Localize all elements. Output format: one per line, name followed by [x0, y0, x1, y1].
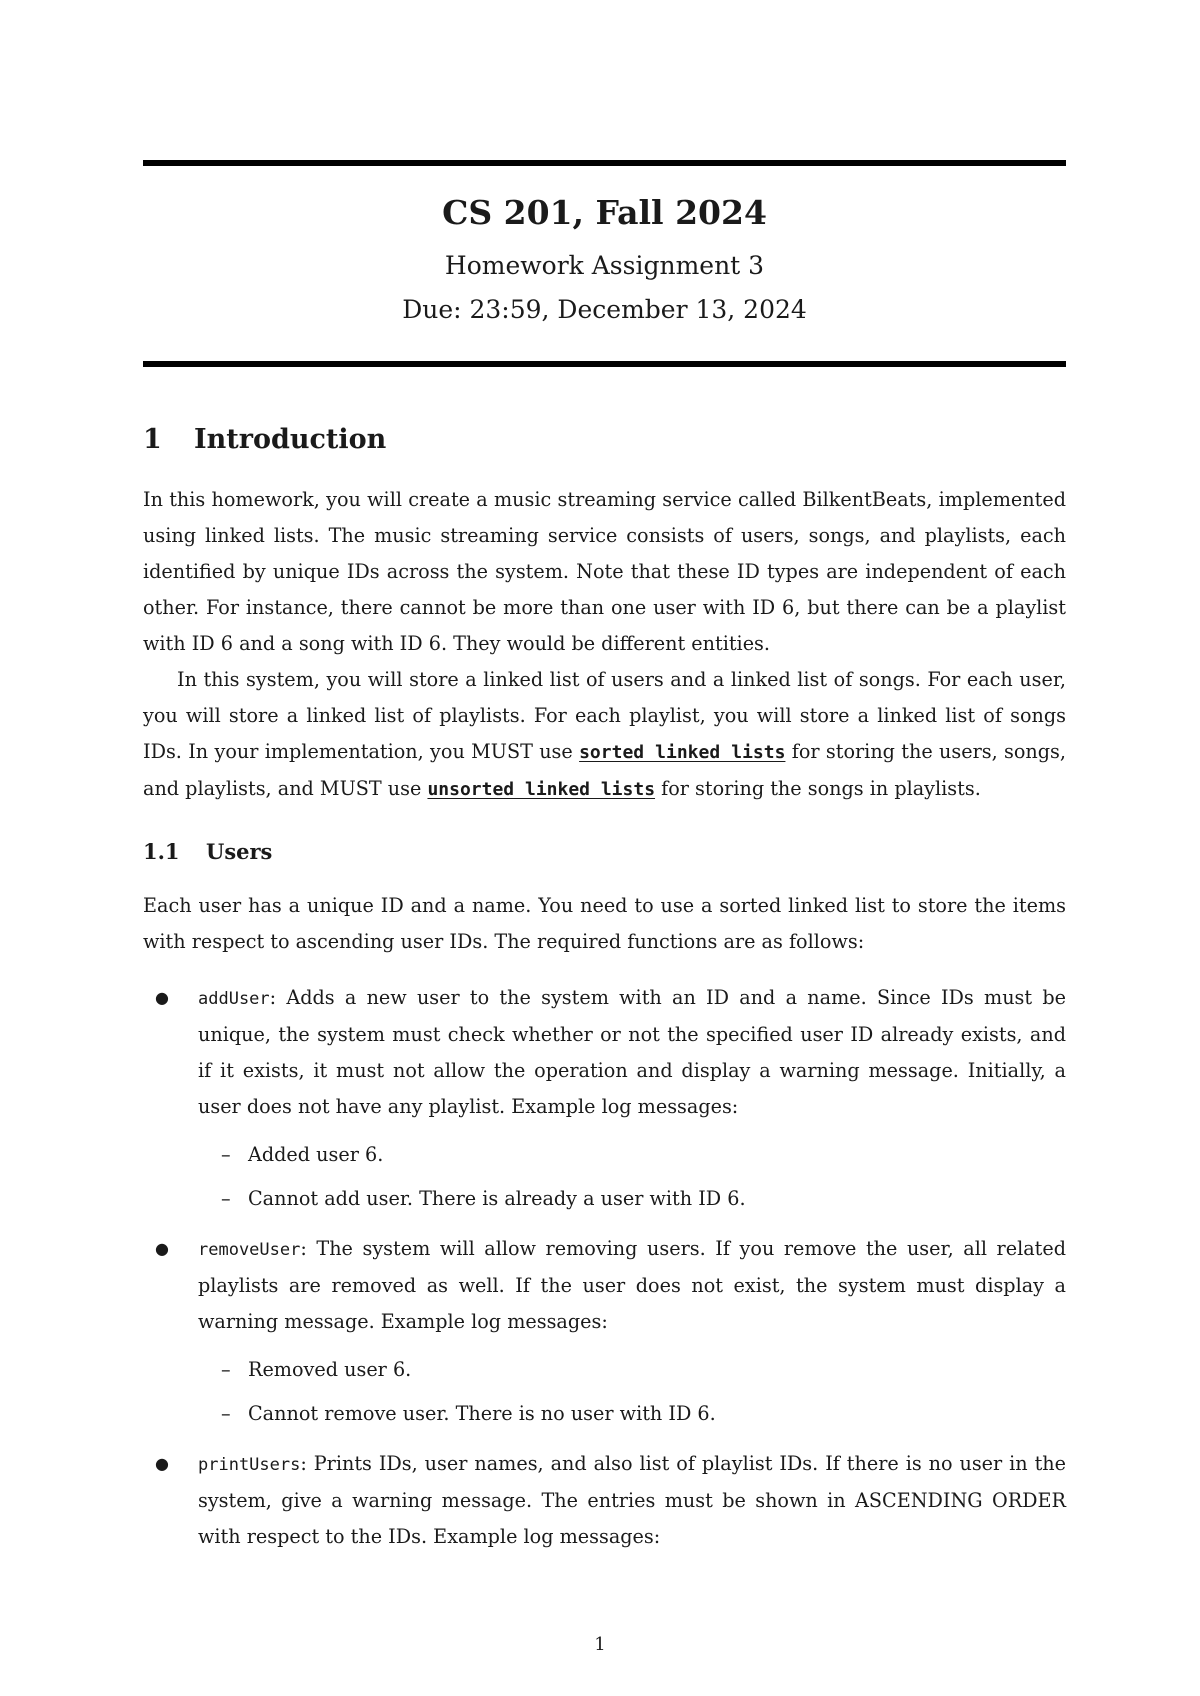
due-date: Due: 23:59, December 13, 2024 — [402, 295, 807, 324]
bullet-icon: ● — [155, 1239, 169, 1258]
function-name: removeUser — [198, 1240, 301, 1260]
section-heading-introduction — [143, 420, 386, 460]
example-list — [198, 1348, 1066, 1436]
subsection-heading-users — [143, 834, 272, 870]
function-description: : The system will allow removing users. If you remove the user, all related playlists are removed as well. If the user does not exist, the system must display a warning message. Example log messages: — [198, 1237, 1066, 1333]
intro-p2-part-b: for storing the users, songs, and playlists, and MUST use — [143, 740, 1066, 800]
intro-paragraph-2 — [143, 662, 1066, 808]
dash-icon: – — [221, 1143, 231, 1166]
example-text: Cannot remove user. There is no user with ID 6. — [248, 1402, 716, 1425]
function-description: : Adds a new user to the system with an ID and a name. Since IDs must be unique, the system must check whether or not the specified user ID already exists, and if it exists, it must not allow the operation and display a warning message. Initially, a user does not have any playlist. Example log messages: — [198, 986, 1066, 1118]
section-title: Introduction — [194, 424, 387, 455]
page-number: 1 — [594, 1634, 606, 1655]
bottom-rule — [143, 361, 1066, 367]
assignment-title: Homework Assignment 3 — [444, 251, 765, 280]
course-title: CS 201, Fall 2024 — [442, 193, 767, 232]
function-description: : Prints IDs, user names, and also list of playlist IDs. If there is no user in the system, give a warning message. The entries must be shown in ASCENDING ORDER with respect to the IDs. Example log messages: — [198, 1452, 1066, 1548]
document-page — [143, 0, 1066, 1696]
intro-p2-part-c: for storing the songs in playlists. — [655, 777, 981, 800]
title-block — [143, 186, 1066, 332]
users-description-text: Each user has a unique ID and a name. You need to use a sorted linked list to store the items with respect to ascending user IDs. The required functions are as follows: — [143, 894, 1066, 953]
list-item — [143, 1446, 1066, 1555]
example-item — [198, 1133, 1066, 1177]
top-rule — [143, 160, 1066, 166]
example-list — [198, 1133, 1066, 1221]
dash-icon: – — [221, 1402, 231, 1425]
list-item — [143, 980, 1066, 1221]
example-text: Cannot add user. There is already a user with ID 6. — [248, 1187, 746, 1210]
unsorted-linked-lists-emphasis: unsorted linked lists — [427, 779, 656, 800]
function-list — [143, 980, 1066, 1565]
sorted-linked-lists-emphasis: sorted linked lists — [579, 742, 786, 763]
dash-icon: – — [221, 1358, 231, 1381]
subsection-number: 1.1 — [143, 839, 180, 864]
intro-paragraph-1: In this homework, you will create a music streaming service called BilkentBeats, implemented using linked lists. The music streaming service consists of users, songs, and playlists, each identified by unique IDs across the system. Note that these ID types are independent of each other. For instance, there cannot be more than one user with ID 6, but there can be a playlist with ID 6 and a song with ID 6. They would be different entities. — [143, 488, 1066, 655]
intro-p2-part-a: In this system, you will store a linked list of users and a linked list of songs. For each user, you will store a linked list of playlists. For each playlist, you will store a linked list of songs IDs. In your implementation, you MUST use — [143, 668, 1066, 763]
example-item — [198, 1348, 1066, 1392]
bullet-icon: ● — [155, 988, 169, 1007]
example-text: Added user 6. — [248, 1143, 384, 1166]
example-item — [198, 1392, 1066, 1436]
bullet-icon: ● — [155, 1454, 169, 1473]
example-item — [198, 1177, 1066, 1221]
dash-icon: – — [221, 1187, 231, 1210]
section-number: 1 — [143, 424, 162, 455]
subsection-title: Users — [206, 839, 273, 864]
users-description — [143, 888, 1066, 960]
function-name: printUsers — [198, 1455, 301, 1475]
function-name: addUser — [198, 989, 270, 1009]
introduction-text — [143, 482, 1066, 808]
example-text: Removed user 6. — [248, 1358, 412, 1381]
list-item — [143, 1231, 1066, 1436]
